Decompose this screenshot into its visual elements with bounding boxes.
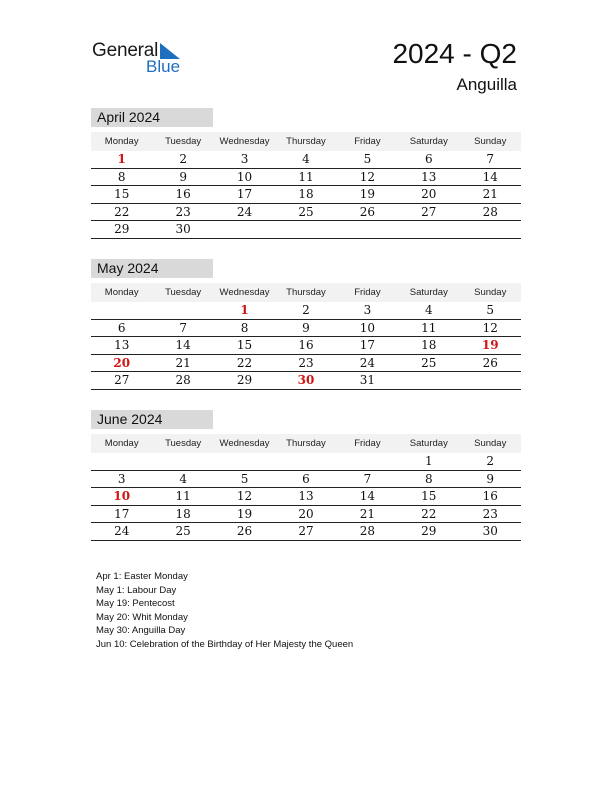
day-cell: 13 xyxy=(298,489,314,503)
day-cell: 11 xyxy=(298,169,314,184)
week-row xyxy=(91,151,521,169)
weekday-label: Saturday xyxy=(409,287,448,298)
day-cell: 18 xyxy=(298,187,314,201)
day-cell: 2 xyxy=(486,454,495,468)
day-cell: 12 xyxy=(236,489,253,503)
week-row xyxy=(91,302,521,320)
day-cell: 20 xyxy=(421,187,437,201)
day-cell: 29 xyxy=(236,373,253,387)
day-cell: 15 xyxy=(114,187,130,201)
day-cell: 22 xyxy=(421,506,437,521)
day-cell xyxy=(275,221,336,238)
country-name: Anguilla xyxy=(456,75,517,94)
weekday-label: Monday xyxy=(104,438,139,449)
day-cell: 7 xyxy=(179,320,187,335)
day-cell: 17 xyxy=(359,338,376,352)
weekday-label: Monday xyxy=(104,287,139,298)
day-cell: 29 xyxy=(114,222,130,236)
day-cell: 22 xyxy=(114,204,130,219)
holiday-day-cell: 1 xyxy=(240,303,249,317)
day-cell xyxy=(152,453,213,470)
day-cell: 6 xyxy=(117,320,126,335)
weekday-label: Friday xyxy=(354,136,381,147)
week-row xyxy=(91,506,521,524)
month-header: April 2024 xyxy=(91,108,213,127)
day-cell: 4 xyxy=(179,471,187,486)
weekday-label: Wednesday xyxy=(219,136,270,147)
day-cell: 14 xyxy=(359,489,376,503)
day-cell: 13 xyxy=(421,169,437,184)
day-cell: 17 xyxy=(236,187,253,201)
day-cell: 17 xyxy=(114,506,130,521)
day-cell: 11 xyxy=(421,320,437,335)
month-header: June 2024 xyxy=(91,410,213,429)
day-cell: 30 xyxy=(175,222,191,236)
day-cell: 8 xyxy=(425,471,433,486)
holiday-entry: Jun 10: Celebration of the Birthday of Her Majesty the Queen xyxy=(96,638,354,650)
day-cell: 9 xyxy=(302,320,310,335)
holiday-list xyxy=(96,570,353,651)
day-cell: 7 xyxy=(486,152,495,166)
month-april xyxy=(91,108,521,239)
month-june xyxy=(91,410,521,541)
day-cell: 19 xyxy=(359,187,376,201)
day-cell: 28 xyxy=(175,373,191,387)
day-cell: 28 xyxy=(482,204,498,219)
month-may xyxy=(91,259,521,390)
week-row xyxy=(91,221,521,239)
day-cell: 20 xyxy=(298,506,314,521)
day-cell: 27 xyxy=(114,373,130,387)
weekday-header-row xyxy=(91,434,521,453)
weekday-label: Wednesday xyxy=(219,287,270,298)
day-cell: 10 xyxy=(236,169,253,184)
day-cell: 10 xyxy=(359,320,376,335)
day-cell xyxy=(214,453,275,470)
day-cell: 5 xyxy=(363,152,372,166)
day-cell xyxy=(460,221,521,238)
holiday-entry: Apr 1: Easter Monday xyxy=(96,571,188,582)
brand-logo xyxy=(92,38,192,78)
logo-text-general: General xyxy=(92,40,159,61)
weekday-label: Thursday xyxy=(286,438,326,449)
day-cell: 30 xyxy=(482,524,498,538)
holiday-entry: May 20: Whit Monday xyxy=(96,611,188,623)
day-cell: 31 xyxy=(359,373,376,387)
day-cell: 23 xyxy=(175,204,191,219)
day-cell: 16 xyxy=(175,187,191,201)
day-cell: 7 xyxy=(363,471,372,486)
day-cell: 26 xyxy=(236,524,253,538)
day-cell xyxy=(275,453,336,470)
weekday-label: Sunday xyxy=(474,136,507,147)
holiday-day-cell: 1 xyxy=(117,152,126,166)
day-cell: 14 xyxy=(482,169,498,184)
day-cell: 2 xyxy=(302,303,310,317)
day-cell: 3 xyxy=(363,303,372,317)
day-cell: 13 xyxy=(114,338,130,352)
weekday-header-row xyxy=(91,132,521,151)
holiday-day-cell: 10 xyxy=(113,489,131,503)
day-cell: 1 xyxy=(425,454,433,468)
day-cell: 23 xyxy=(298,355,314,370)
logo-text-blue: Blue xyxy=(146,57,181,76)
day-cell: 12 xyxy=(359,169,376,184)
month-header: May 2024 xyxy=(91,259,213,278)
day-cell xyxy=(398,221,459,238)
day-cell: 5 xyxy=(240,471,249,486)
day-cell: 28 xyxy=(359,524,376,538)
day-cell: 4 xyxy=(302,152,310,166)
week-row xyxy=(91,186,521,204)
holiday-entry: May 19: Pentecost xyxy=(96,598,175,609)
week-row xyxy=(91,372,521,390)
day-cell: 24 xyxy=(236,204,253,219)
day-cell: 9 xyxy=(179,169,187,184)
day-cell: 16 xyxy=(482,489,498,503)
day-cell: 18 xyxy=(175,506,191,521)
day-cell: 16 xyxy=(298,338,314,352)
day-cell: 8 xyxy=(117,169,126,184)
day-cell xyxy=(398,372,459,389)
weekday-label: Monday xyxy=(104,136,139,147)
week-row xyxy=(91,471,521,489)
day-cell xyxy=(91,302,152,319)
day-cell: 23 xyxy=(482,506,498,521)
holiday-entry: May 1: Labour Day xyxy=(96,584,177,596)
day-cell: 21 xyxy=(175,355,191,370)
holiday-day-cell: 19 xyxy=(481,338,499,352)
day-cell: 9 xyxy=(486,471,495,486)
day-cell: 25 xyxy=(175,524,191,538)
weekday-label: Saturday xyxy=(409,136,448,147)
day-cell: 29 xyxy=(421,524,437,538)
week-row xyxy=(91,337,521,355)
day-cell: 27 xyxy=(298,524,314,538)
holiday-day-cell: 30 xyxy=(297,373,315,387)
day-cell: 25 xyxy=(298,204,314,219)
day-cell: 5 xyxy=(486,303,495,317)
week-row xyxy=(91,488,521,506)
day-cell: 21 xyxy=(482,187,498,201)
week-row xyxy=(91,320,521,338)
weekday-label: Thursday xyxy=(286,136,326,147)
week-row xyxy=(91,169,521,187)
day-cell: 18 xyxy=(421,338,437,352)
weekday-label: Sunday xyxy=(474,438,507,449)
day-cell: 6 xyxy=(302,471,310,486)
day-cell: 26 xyxy=(482,355,498,370)
day-cell xyxy=(337,221,398,238)
day-cell: 2 xyxy=(179,152,187,166)
day-cell: 3 xyxy=(240,152,249,166)
day-cell: 3 xyxy=(117,471,126,486)
day-cell: 22 xyxy=(236,355,253,370)
holiday-entry: May 30: Anguilla Day xyxy=(96,625,186,636)
day-cell: 4 xyxy=(425,303,433,317)
weekday-label: Tuesday xyxy=(165,287,202,298)
day-cell: 15 xyxy=(421,489,437,503)
day-cell xyxy=(337,453,398,470)
weekday-label: Tuesday xyxy=(165,438,202,449)
day-cell: 12 xyxy=(482,320,498,335)
weekday-label: Tuesday xyxy=(165,136,202,147)
weekday-label: Saturday xyxy=(409,438,448,449)
day-cell: 21 xyxy=(359,506,376,521)
day-cell: 24 xyxy=(359,355,376,370)
day-cell xyxy=(91,453,152,470)
day-cell: 11 xyxy=(175,489,191,503)
weekday-label: Friday xyxy=(354,287,381,298)
weekday-label: Thursday xyxy=(286,287,326,298)
week-row xyxy=(91,453,521,471)
day-cell: 25 xyxy=(421,355,437,370)
day-cell: 15 xyxy=(236,338,253,352)
day-cell: 14 xyxy=(175,338,191,352)
weekday-header-row xyxy=(91,283,521,302)
weekday-label: Friday xyxy=(354,438,381,449)
day-cell xyxy=(460,372,521,389)
day-cell: 26 xyxy=(359,204,376,219)
day-cell xyxy=(152,302,213,319)
day-cell: 6 xyxy=(425,152,433,166)
weekday-label: Sunday xyxy=(474,287,507,298)
weekday-label: Wednesday xyxy=(219,438,270,449)
week-row xyxy=(91,204,521,222)
week-row xyxy=(91,355,521,373)
day-cell: 8 xyxy=(240,320,249,335)
page-title: 2024 - Q2 xyxy=(392,38,517,69)
day-cell: 19 xyxy=(236,506,253,521)
week-row xyxy=(91,523,521,541)
day-cell: 24 xyxy=(114,524,130,538)
day-cell xyxy=(214,221,275,238)
day-cell: 27 xyxy=(421,204,437,219)
holiday-day-cell: 20 xyxy=(113,355,131,370)
